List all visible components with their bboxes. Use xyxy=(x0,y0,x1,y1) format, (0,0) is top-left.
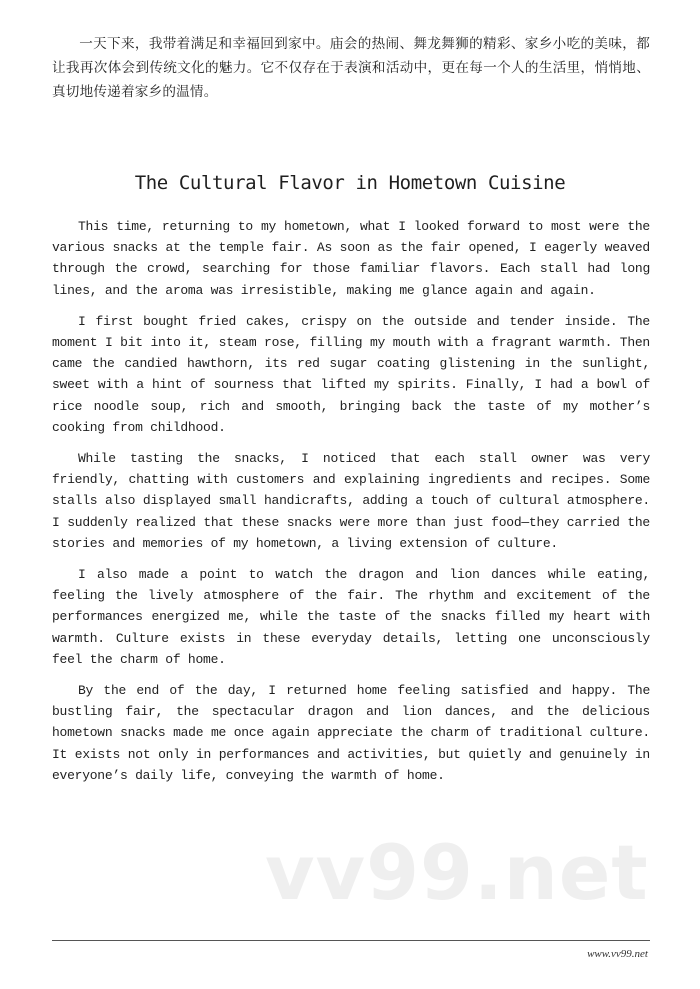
article-paragraph: This time, returning to my hometown, what I looked forward to most were the various snacks at the temple fair. As soon as the fair opened, I eagerly weaved through the crowd, searching for those familiar flavors. Each stall had long lines, and the aroma was irresistible, making me glance again and again. xyxy=(52,219,650,298)
footer-divider xyxy=(52,940,650,941)
article-title: The Cultural Flavor in Hometown Cuisine xyxy=(134,172,566,194)
chinese-intro-paragraph: 一天下来，我带着满足和幸福回到家中。庙会的热闹、舞龙舞狮的精彩、家乡小吃的美味，都让我再次体会到传统文化的魅力。它不仅存在于表演和活动中，更在每一个人的生活里，悄悄地、真切地传递着家乡的温情。 xyxy=(52,36,650,100)
article-paragraph: I also made a point to watch the dragon and lion dances while eating, feeling the lively atmosphere of the fair. The rhythm and excitement of the performances energized me, while the taste of the snacks filled my heart with warmth. Culture exists in these everyday details, letting one unconsciously feel the charm of home. xyxy=(52,567,650,667)
footer-url: www.vv99.net xyxy=(587,948,648,960)
article-body xyxy=(52,216,650,796)
article-paragraph: I first bought fried cakes, crispy on the outside and tender inside. The moment I bit into it, steam rose, filling my mouth with a fragrant warmth. Then came the candied hawthorn, its red sugar coating glistening in the sunlight, sweet with a hint of sourness that lifted my spirits. Finally, I had a bowl of rice noodle soup, rich and smooth, bringing back the taste of my mother’s cooking from childhood. xyxy=(52,313,650,435)
watermark: vv99.net xyxy=(265,828,649,917)
article-paragraph: By the end of the day, I returned home feeling satisfied and happy. The bustling fair, the spectacular dragon and lion dances, and the delicious hometown snacks made me once again appreciate the charm of traditional culture. It exists not only in performances and activities, but quietly and genuinely in everyone’s daily life, conveying the warmth of home. xyxy=(52,683,650,783)
article-paragraph: While tasting the snacks, I noticed that each stall owner was very friendly, chatting with customers and explaining ingredients and recipes. Some stalls also displayed small handicrafts, adding a touch of cultural atmosphere. I suddenly realized that these snacks were more than just food—they carried the stories and memories of my hometown, a living extension of culture. xyxy=(52,451,650,551)
